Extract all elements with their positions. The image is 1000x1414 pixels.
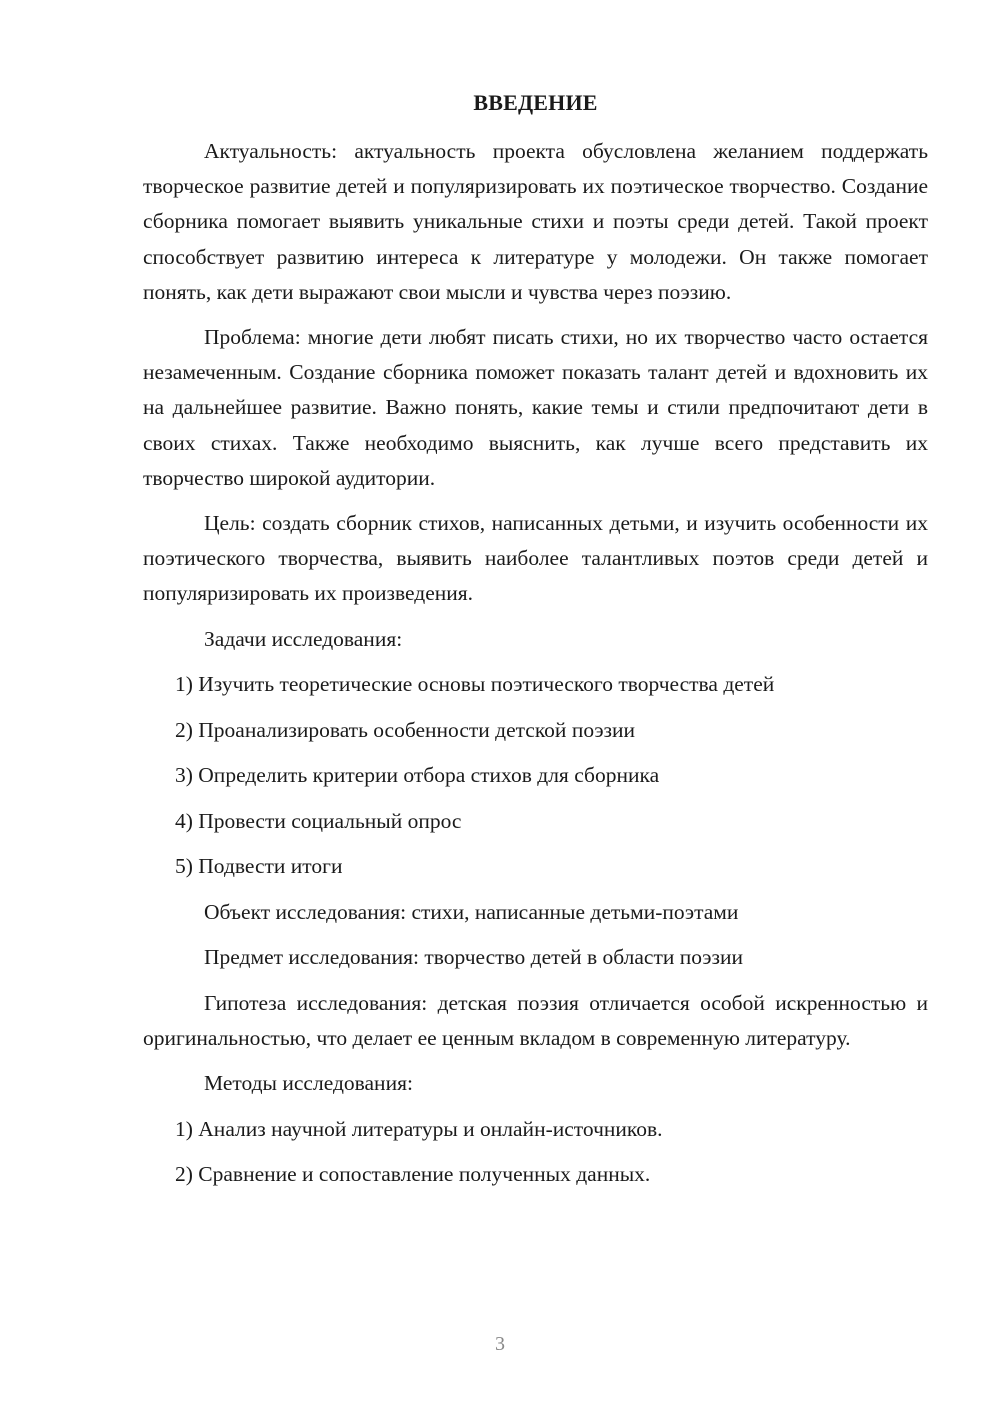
list-item: 1) Изучить теоретические основы поэтического творчества детей xyxy=(175,672,775,697)
list-item: 5) Подвести итоги xyxy=(175,854,343,879)
tasks-list xyxy=(143,667,928,884)
hypothesis-paragraph: Гипотеза исследования: детская поэзия отличается особой искренностью и оригинальностью, что делает ее ценным вкладом в современную литературу. xyxy=(143,990,928,1050)
list-item: 4) Провести социальный опрос xyxy=(175,808,462,833)
list-item: 1) Анализ научной литературы и онлайн-источников. xyxy=(175,1116,663,1141)
list-item: 2) Сравнение и сопоставление полученных данных. xyxy=(175,1162,651,1187)
section-title: ВВЕДЕНИЕ xyxy=(473,90,598,115)
research-subject: Предмет исследования: творчество детей в области поэзии xyxy=(204,945,743,970)
relevance-paragraph: Актуальность: актуальность проекта обусловлена желанием поддержать творческое развитие детей и популяризировать их поэтическое творчество. Создание сборника помогает выявить уникальные стихи и поэты среди детей. Такой проект способствует развитию интереса к литературе у молодежи. Он также помогает понять, как дети выражают свои мысли и чувства через поэзию. xyxy=(143,139,928,304)
page-number: 3 xyxy=(495,1333,505,1355)
document-page xyxy=(143,90,928,1203)
problem-paragraph: Проблема: многие дети любят писать стихи, но их творчество часто остается незамеченным. Создание сборника поможет показать талант детей и вдохновить их на дальнейшее развитие. Важно понять, какие темы и стили предпочитают дети в своих стихах. Также необходимо выяснить, как лучше всего представить их творчество широкой аудитории. xyxy=(143,325,928,490)
goal-paragraph: Цель: создать сборник стихов, написанных детьми, и изучить особенности их поэтического творчества, выявить наиболее талантливых поэтов среди детей и популяризировать их произведения. xyxy=(143,511,928,606)
methods-heading: Методы исследования: xyxy=(204,1071,413,1096)
methods-list xyxy=(143,1112,928,1193)
tasks-heading: Задачи исследования: xyxy=(204,626,403,651)
list-item: 3) Определить критерии отбора стихов для сборника xyxy=(175,763,660,788)
list-item: 2) Проанализировать особенности детской поэзии xyxy=(175,717,636,742)
research-object: Объект исследования: стихи, написанные детьми-поэтами xyxy=(204,899,739,924)
